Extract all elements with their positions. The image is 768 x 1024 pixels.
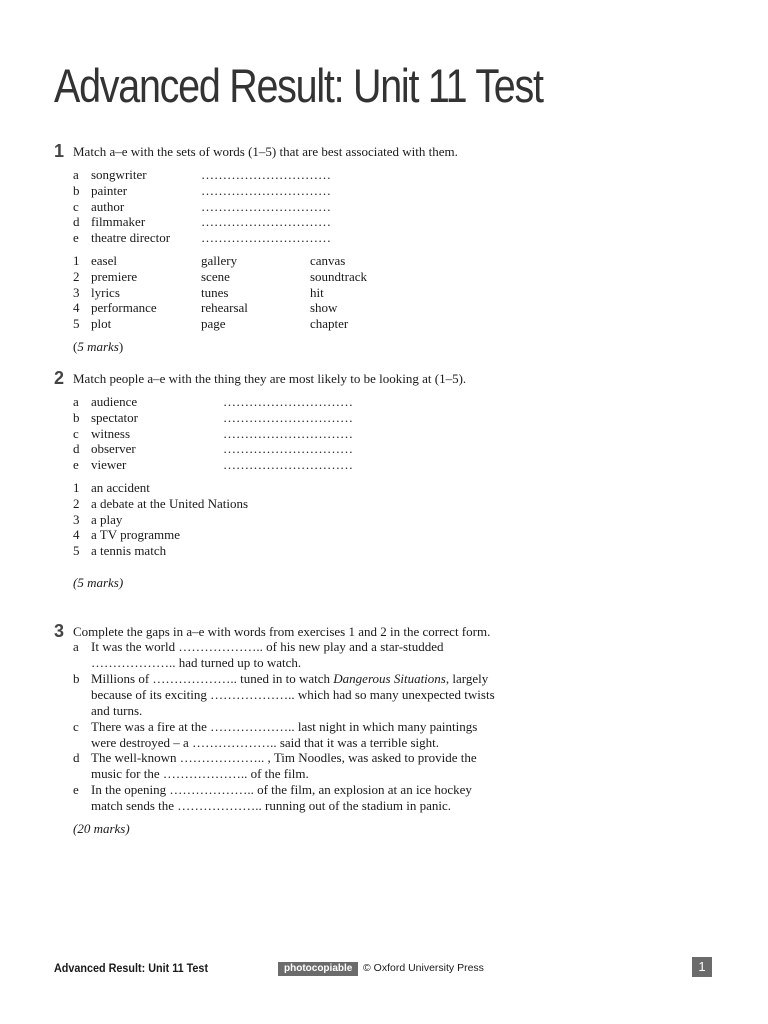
answer-blank[interactable]: …………………………	[201, 230, 331, 246]
sentence-line: ……………….. had turned up to watch.	[91, 654, 302, 670]
sentence-line: The well-known ……………….. , Tim Noodles, was asked to provide the	[91, 750, 477, 765]
footer-title: Advanced Result: Unit 11 Test	[54, 961, 209, 975]
answer-blank[interactable]: …………………………	[223, 425, 353, 441]
exercise-1-instruction: Match a–e with the sets of words (1–5) that are best associated with them.	[73, 144, 458, 159]
photocopiable-badge: photocopiable	[278, 962, 358, 976]
answer-blank[interactable]: …………………………	[223, 457, 353, 473]
copyright-notice: © Oxford University Press	[363, 962, 484, 974]
sentence-line: It was the world ……………….. of his new play and a star-studded	[91, 639, 444, 654]
sentence-line: Millions of ……………….. tuned in to watch Dangerous Situations, largely	[91, 671, 489, 686]
page-number: 1	[692, 957, 712, 977]
exercise-2-instruction: Match people a–e with the thing they are most likely to be looking at (1–5).	[73, 371, 467, 386]
sentence-line: In the opening ……………….. of the film, an explosion at an ice hockey	[91, 782, 472, 797]
answer-blank[interactable]: …………………………	[223, 394, 353, 409]
exercise-3-marks: (20 marks)	[73, 821, 130, 836]
sentence-line: and turns.	[91, 702, 143, 718]
exercise-1-number: 1	[54, 141, 65, 161]
answer-blank[interactable]: …………………………	[201, 182, 331, 198]
sentence-line: because of its exciting ……………….. which had so many unexpected twists	[91, 686, 495, 702]
page-title: Advanced Result: Unit 11 Test	[54, 59, 543, 112]
exercise-1-marks: (5 marks)	[73, 339, 124, 354]
sentence-line: were destroyed – a ……………….. said that it was a terrible sight.	[91, 734, 440, 750]
answer-blank[interactable]: …………………………	[223, 409, 353, 425]
exercise-3-instruction: Complete the gaps in a–e with words from exercises 1 and 2 in the correct form.	[73, 624, 491, 639]
answer-blank[interactable]: …………………………	[201, 167, 331, 182]
answer-blank[interactable]: …………………………	[223, 441, 353, 457]
sentence-line: match sends the ……………….. running out of the stadium in panic.	[91, 797, 451, 813]
answer-blank[interactable]: …………………………	[201, 198, 331, 214]
exercise-2-number: 2	[54, 368, 65, 388]
exercise-2-marks: (5 marks)	[73, 575, 124, 590]
sentence-line: music for the ……………….. of the film.	[91, 765, 309, 781]
exercise-3-number: 3	[54, 621, 65, 641]
answer-blank[interactable]: …………………………	[201, 214, 331, 230]
sentence-line: There was a fire at the ……………….. last night in which many paintings	[91, 719, 478, 734]
